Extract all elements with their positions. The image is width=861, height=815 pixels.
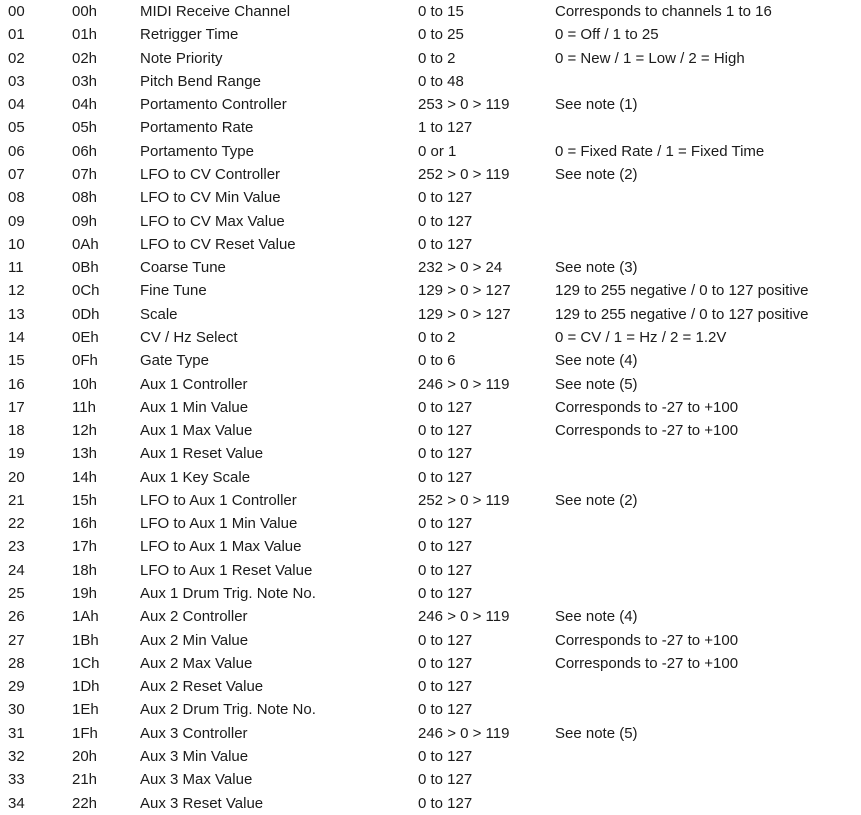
param-name-cell: Aux 3 Reset Value [140, 794, 264, 812]
param-hex-cell: 12h [72, 422, 98, 440]
param-name-cell: Aux 2 Reset Value [140, 678, 264, 696]
param-range-cell: 0 to 127 [418, 771, 473, 789]
table-row [0, 163, 861, 186]
param-hex-cell: 1Ah [72, 608, 99, 626]
param-name-cell: Scale [140, 305, 178, 323]
param-notes-cell: See note (2) [555, 165, 638, 183]
param-dec-cell: 19 [8, 445, 25, 463]
param-range-cell: 0 to 15 [418, 3, 464, 20]
param-range-cell: 0 to 2 [418, 49, 456, 67]
param-name-cell: LFO to Aux 1 Controller [140, 491, 297, 509]
param-name-cell: Portamento Controller [140, 96, 287, 114]
param-range-cell: 252 > 0 > 119 [418, 491, 510, 509]
param-name-cell: Aux 2 Controller [140, 608, 248, 626]
table-row [0, 442, 861, 465]
param-notes-cell [547, 582, 861, 605]
table-row [0, 698, 861, 721]
param-dec-cell: 10 [8, 235, 25, 253]
param-notes-cell: 129 to 255 negative / 0 to 127 positive [555, 305, 809, 323]
param-name-cell: LFO to Aux 1 Min Value [140, 515, 298, 533]
param-notes-cell: Corresponds to -27 to +100 [555, 654, 739, 672]
param-hex-cell: 0Fh [72, 352, 98, 370]
param-hex-cell: 19h [72, 585, 98, 603]
param-notes-cell: See note (2) [555, 491, 638, 509]
param-notes-cell: See note (5) [555, 375, 638, 393]
table-row [0, 396, 861, 419]
param-dec-cell: 06 [8, 142, 25, 160]
param-range-cell: 0 to 127 [418, 678, 473, 696]
param-notes-cell [547, 559, 861, 582]
table-row [0, 605, 861, 628]
param-dec-cell: 20 [8, 468, 25, 486]
param-notes-cell: See note (4) [555, 608, 638, 626]
param-dec-cell: 18 [8, 422, 25, 440]
table-row [0, 233, 861, 256]
table-row [0, 489, 861, 512]
param-name-cell: Portamento Rate [140, 119, 254, 137]
param-notes-cell: 129 to 255 negative / 0 to 127 positive [555, 282, 809, 300]
param-notes-cell: See note (3) [555, 259, 638, 277]
param-name-cell: Note Priority [140, 49, 223, 67]
table-row [0, 792, 861, 815]
param-dec-cell: 25 [8, 585, 25, 603]
param-name-cell: MIDI Receive Channel [140, 3, 291, 20]
param-range-cell: 0 to 6 [418, 352, 456, 370]
param-name-cell: LFO to CV Min Value [140, 189, 281, 207]
param-notes-cell: 0 = CV / 1 = Hz / 2 = 1.2V [555, 328, 727, 346]
param-dec-cell: 34 [8, 794, 25, 812]
param-hex-cell: 17h [72, 538, 98, 556]
param-notes-cell [547, 210, 861, 233]
param-hex-cell: 02h [72, 49, 98, 67]
param-range-cell: 0 to 127 [418, 515, 473, 533]
param-dec-cell: 31 [8, 724, 25, 742]
param-dec-cell: 27 [8, 631, 25, 649]
param-hex-cell: 13h [72, 445, 98, 463]
param-range-cell: 0 to 127 [418, 701, 473, 719]
table-row [0, 326, 861, 349]
param-dec-cell: 16 [8, 375, 25, 393]
param-dec-cell: 21 [8, 491, 25, 509]
param-notes-cell [547, 792, 861, 815]
table-row [0, 535, 861, 558]
param-dec-cell: 29 [8, 678, 25, 696]
table-row [0, 373, 861, 396]
table-row [0, 466, 861, 489]
table-row [0, 722, 861, 745]
param-name-cell: Retrigger Time [140, 26, 239, 44]
param-range-cell: 0 to 127 [418, 585, 473, 603]
param-dec-cell: 01 [8, 26, 25, 44]
param-dec-cell: 24 [8, 561, 25, 579]
param-hex-cell: 16h [72, 515, 98, 533]
table-row [0, 256, 861, 279]
table-row [0, 210, 861, 233]
param-hex-cell: 1Fh [72, 724, 98, 742]
param-range-cell: 0 to 127 [418, 794, 473, 812]
param-range-cell: 0 to 127 [418, 468, 473, 486]
param-hex-cell: 10h [72, 375, 98, 393]
table-row [0, 512, 861, 535]
param-notes-cell [547, 233, 861, 256]
param-name-cell: Aux 1 Drum Trig. Note No. [140, 585, 316, 603]
param-name-cell: LFO to CV Reset Value [140, 235, 296, 253]
param-hex-cell: 1Eh [72, 701, 99, 719]
param-hex-cell: 21h [72, 771, 98, 789]
param-name-cell: LFO to CV Max Value [140, 212, 285, 230]
table-row [0, 652, 861, 675]
param-range-cell: 129 > 0 > 127 [418, 305, 511, 323]
table-row [0, 419, 861, 442]
param-dec-cell: 17 [8, 398, 25, 416]
table-row [0, 582, 861, 605]
param-hex-cell: 1Ch [72, 654, 100, 672]
param-hex-cell: 06h [72, 142, 98, 160]
param-range-cell: 0 to 127 [418, 748, 473, 765]
param-hex-cell: 11h [72, 398, 96, 416]
param-range-cell: 0 to 127 [418, 189, 473, 207]
table-row [0, 675, 861, 698]
param-dec-cell: 09 [8, 212, 25, 230]
param-name-cell: Aux 1 Controller [140, 375, 248, 393]
param-hex-cell: 09h [72, 212, 98, 230]
param-notes-cell [547, 116, 861, 139]
param-hex-cell: 14h [72, 468, 98, 486]
table-row [0, 768, 861, 791]
param-notes-cell: 0 = New / 1 = Low / 2 = High [555, 49, 745, 67]
param-hex-cell: 03h [72, 72, 98, 90]
param-hex-cell: 1Bh [72, 631, 99, 649]
param-name-cell: LFO to Aux 1 Max Value [140, 538, 302, 556]
table-row [0, 629, 861, 652]
param-name-cell: Aux 2 Max Value [140, 654, 253, 672]
table-row [0, 559, 861, 582]
table-row [0, 70, 861, 93]
param-hex-cell: 20h [72, 748, 98, 765]
param-notes-cell [547, 698, 861, 721]
param-hex-cell: 0Ah [72, 235, 99, 253]
param-hex-cell: 0Bh [72, 259, 99, 277]
param-range-cell: 0 to 48 [418, 72, 464, 90]
param-range-cell: 1 to 127 [418, 119, 473, 137]
param-range-cell: 0 to 127 [418, 445, 473, 463]
param-range-cell: 0 to 127 [418, 654, 473, 672]
param-hex-cell: 0Dh [72, 305, 100, 323]
param-hex-cell: 15h [72, 491, 98, 509]
param-notes-cell [547, 442, 861, 465]
table-row [0, 47, 861, 70]
param-range-cell: 0 to 127 [418, 212, 473, 230]
param-range-cell: 246 > 0 > 119 [418, 608, 510, 626]
param-hex-cell: 00h [72, 3, 98, 20]
table-row [0, 93, 861, 116]
param-name-cell: Aux 3 Controller [140, 724, 248, 742]
param-notes-cell [547, 70, 861, 93]
param-notes-cell: See note (1) [555, 96, 638, 114]
param-hex-cell: 22h [72, 794, 98, 812]
table-row [0, 0, 861, 23]
param-range-cell: 0 to 127 [418, 422, 473, 440]
param-notes-cell: Corresponds to -27 to +100 [555, 631, 739, 649]
param-dec-cell: 30 [8, 701, 25, 719]
param-range-cell: 232 > 0 > 24 [418, 259, 503, 277]
param-notes-cell [547, 512, 861, 535]
param-name-cell: Aux 2 Drum Trig. Note No. [140, 701, 316, 719]
param-range-cell: 252 > 0 > 119 [418, 165, 510, 183]
param-name-cell: Fine Tune [140, 282, 207, 300]
param-range-cell: 0 to 127 [418, 235, 473, 253]
param-name-cell: LFO to Aux 1 Reset Value [140, 561, 313, 579]
param-notes-cell: 0 = Off / 1 to 25 [555, 26, 659, 44]
param-notes-cell [547, 768, 861, 791]
table-row [0, 745, 861, 768]
param-name-cell: Aux 2 Min Value [140, 631, 249, 649]
param-dec-cell: 02 [8, 49, 25, 67]
param-dec-cell: 11 [8, 259, 24, 277]
param-notes-cell: Corresponds to -27 to +100 [555, 422, 739, 440]
param-notes-cell: See note (4) [555, 352, 638, 370]
param-name-cell: Pitch Bend Range [140, 72, 261, 90]
param-notes-cell: 0 = Fixed Rate / 1 = Fixed Time [555, 142, 765, 160]
param-range-cell: 0 to 2 [418, 328, 456, 346]
table-row [0, 279, 861, 302]
param-name-cell: Aux 3 Min Value [140, 748, 249, 765]
param-hex-cell: 0Eh [72, 328, 99, 346]
param-dec-cell: 05 [8, 119, 25, 137]
param-hex-cell: 07h [72, 165, 98, 183]
param-range-cell: 0 to 25 [418, 26, 464, 44]
param-hex-cell: 18h [72, 561, 98, 579]
param-range-cell: 0 to 127 [418, 538, 473, 556]
param-name-cell: Portamento Type [140, 142, 254, 160]
param-dec-cell: 23 [8, 538, 25, 556]
param-dec-cell: 15 [8, 352, 25, 370]
table-row [0, 140, 861, 163]
param-notes-cell [547, 675, 861, 698]
param-hex-cell: 01h [72, 26, 98, 44]
param-notes-cell: Corresponds to channels 1 to 16 [555, 3, 772, 20]
param-dec-cell: 04 [8, 96, 25, 114]
param-name-cell: Aux 1 Min Value [140, 398, 249, 416]
param-dec-cell: 00 [8, 3, 25, 20]
table-row [0, 186, 861, 209]
param-dec-cell: 07 [8, 165, 25, 183]
param-hex-cell: 05h [72, 119, 98, 137]
param-range-cell: 0 to 127 [418, 398, 473, 416]
param-name-cell: Coarse Tune [140, 259, 226, 277]
param-name-cell: LFO to CV Controller [140, 165, 281, 183]
param-hex-cell: 1Dh [72, 678, 100, 696]
param-notes-cell: Corresponds to -27 to +100 [555, 398, 739, 416]
param-range-cell: 253 > 0 > 119 [418, 96, 510, 114]
param-dec-cell: 14 [8, 328, 25, 346]
param-hex-cell: 04h [72, 96, 98, 114]
param-range-cell: 0 or 1 [418, 142, 457, 160]
param-range-cell: 0 to 127 [418, 561, 473, 579]
param-range-cell: 246 > 0 > 119 [418, 724, 510, 742]
param-name-cell: Aux 1 Reset Value [140, 445, 264, 463]
table-row [0, 349, 861, 372]
param-name-cell: CV / Hz Select [140, 328, 238, 346]
param-name-cell: Gate Type [140, 352, 209, 370]
param-name-cell: Aux 1 Key Scale [140, 468, 251, 486]
param-dec-cell: 03 [8, 72, 25, 90]
table-row [0, 303, 861, 326]
param-dec-cell: 32 [8, 748, 25, 765]
param-notes-cell [547, 745, 861, 768]
param-name-cell: Aux 1 Max Value [140, 422, 253, 440]
param-range-cell: 129 > 0 > 127 [418, 282, 511, 300]
table-row [0, 116, 861, 139]
param-notes-cell: See note (5) [555, 724, 638, 742]
param-dec-cell: 26 [8, 608, 25, 626]
param-hex-cell: 08h [72, 189, 98, 207]
param-name-cell: Aux 3 Max Value [140, 771, 253, 789]
param-dec-cell: 28 [8, 654, 25, 672]
param-dec-cell: 33 [8, 771, 25, 789]
param-range-cell: 246 > 0 > 119 [418, 375, 510, 393]
param-dec-cell: 13 [8, 305, 25, 323]
param-range-cell: 0 to 127 [418, 631, 473, 649]
table-row [0, 23, 861, 46]
param-dec-cell: 08 [8, 189, 25, 207]
param-notes-cell [547, 186, 861, 209]
param-notes-cell [547, 535, 861, 558]
param-hex-cell: 0Ch [72, 282, 100, 300]
param-notes-cell [547, 466, 861, 489]
param-dec-cell: 12 [8, 282, 25, 300]
param-dec-cell: 22 [8, 515, 25, 533]
